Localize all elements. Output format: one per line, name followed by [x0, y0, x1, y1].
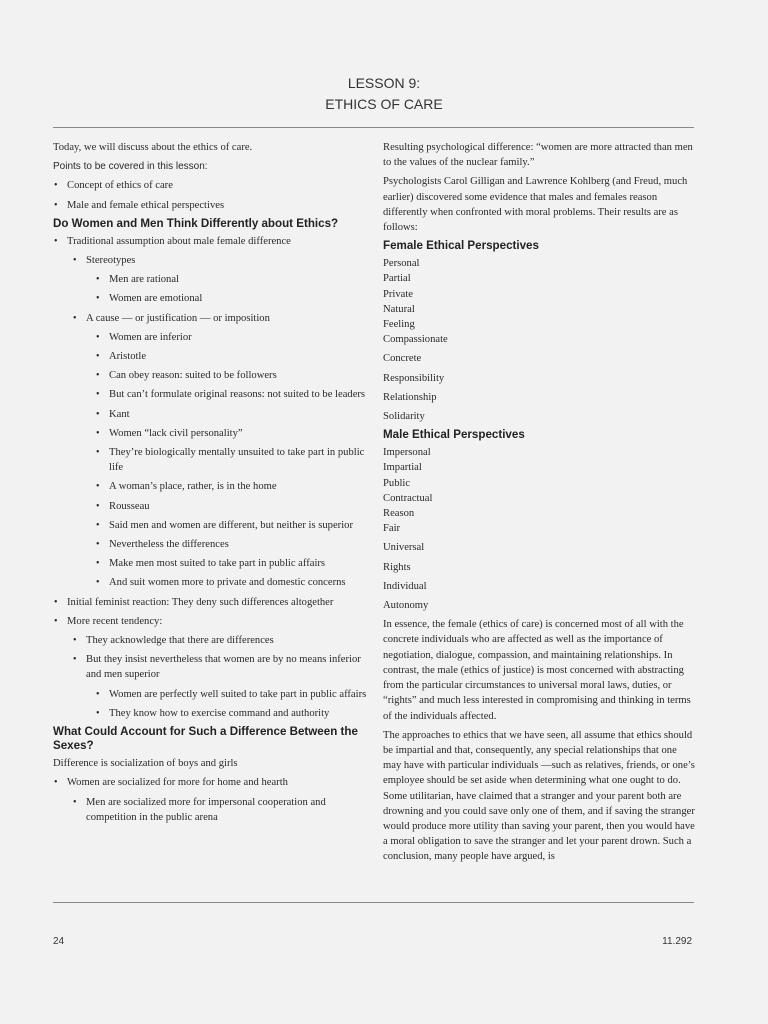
bullet-item-level3: • Said men and women are different, but neither is superior	[109, 518, 373, 533]
perspective-term: Rights	[383, 561, 411, 573]
bullet-item-level2: • They acknowledge that there are differences	[86, 633, 373, 648]
bullet-item-level3: • They’re biologically mentally unsuited to take part in public life	[109, 445, 373, 475]
female-perspectives-list	[383, 256, 695, 424]
section2-lead: Difference is socialization of boys and girls	[53, 758, 238, 770]
bullet-item-level2: • Men are socialized more for impersonal cooperation and competition in the public arena	[86, 795, 373, 825]
bullet-item-level1: • Traditional assumption about male female difference	[67, 234, 373, 249]
bullet-item-level1: • More recent tendency:	[67, 614, 373, 629]
male-perspectives-heading: Male Ethical Perspectives	[383, 428, 525, 442]
paragraph-psych-difference: Resulting psychological difference: “women are more attracted than men to the values of the nuclear family.”	[383, 142, 693, 169]
top-rule	[53, 127, 694, 128]
paragraph-gilligan-kohlberg: Psychologists Carol Gilligan and Lawrence Kohlberg (and Freud, much earlier) discovered some evidence that males and females reason differently when confronted with moral problems. Their results are as follows:	[383, 176, 688, 234]
bullet-item-level3: • Make men most suited to take part in public affairs	[109, 556, 373, 571]
perspective-term: Relationship	[383, 391, 437, 403]
male-perspectives-list	[383, 445, 695, 613]
bullet-item-level3: • Aristotle	[109, 349, 373, 364]
page-title: ETHICS OF CARE	[325, 96, 443, 112]
point-item: • Male and female ethical perspectives	[67, 198, 373, 213]
perspective-term: Feeling	[383, 319, 415, 331]
bullet-item-level3: • A woman’s place, rather, is in the home	[109, 479, 373, 494]
bullet-item-level3: • Women are emotional	[109, 291, 373, 306]
bullet-item-level2: • Stereotypes	[86, 253, 373, 268]
perspective-term: Responsibility	[383, 372, 445, 384]
points-heading: Points to be covered in this lesson:	[53, 161, 208, 173]
perspective-term: Reason	[383, 508, 415, 520]
right-column	[383, 140, 695, 869]
paragraph-approaches: The approaches to ethics that we have seen, all assume that ethics should be impartial and that, consequently, any special relationships that one may have with particular individuals —such as relatives, friends, or one’s employee should be set aside when determining what one ought to do. Some utilitarian, have claimed that a stranger and your parent both are drowning and you could save only one of them, and if saving the stranger would produce more utility than saving your parent, then you would have a moral obligation to save the stranger and let your parent drown. Such a conclusion, many people have argued, is	[383, 729, 695, 863]
perspective-term: Fair	[383, 523, 401, 535]
perspective-term: Impersonal	[383, 447, 431, 459]
perspective-term: Individual	[383, 580, 427, 592]
bullet-item-level3: • Women are inferior	[109, 330, 373, 345]
bullet-item-level3: • Men are rational	[109, 272, 373, 287]
bullet-item-level3: • They know how to exercise command and authority	[109, 706, 373, 721]
bullet-item-level3: • Rousseau	[109, 499, 373, 514]
bullet-item-level3: • Women are perfectly well suited to take part in public affairs	[109, 687, 373, 702]
bullet-item-level3: • Kant	[109, 407, 373, 422]
lesson-number: LESSON 9:	[347, 75, 421, 91]
section-heading-differences: Do Women and Men Think Differently about Ethics?	[53, 216, 339, 230]
perspective-term: Natural	[383, 303, 415, 315]
bullet-item-level3: • But can’t formulate original reasons: not suited to be leaders	[109, 387, 373, 402]
bullet-item-level3: • Women “lack civil personality”	[109, 426, 373, 441]
bullet-item-level3: • Can obey reason: suited to be followers	[109, 368, 373, 383]
section1-list	[53, 234, 373, 721]
bullet-item-level2: • A cause — or justification — or imposition	[86, 311, 373, 326]
bullet-item-level2: • But they insist nevertheless that women are by no means inferior and men superior	[86, 652, 373, 682]
bullet-item-level1: • Women are socialized for more for home and hearth	[67, 775, 373, 790]
perspective-term: Personal	[383, 258, 420, 270]
paragraph-in-essence: In essence, the female (ethics of care) is concerned most of all with the concrete individuals who are affected as well as the importance of negotiation, dialogue, compassion, and maintaining relationships. In contrast, the male (ethics of justice) is most concerned with abstracting from the particular circumstances to universal moral laws, duties, or “rights” and much less interested in compromising and thinking in terms of the individuals affected.	[383, 619, 691, 722]
page-number: 24	[53, 936, 65, 947]
bottom-rule	[53, 902, 694, 903]
perspective-term: Compassionate	[383, 334, 448, 346]
perspective-term: Universal	[383, 542, 425, 554]
left-column	[53, 140, 373, 829]
section2-list	[53, 775, 373, 825]
perspective-term: Concrete	[383, 353, 422, 365]
perspective-term: Private	[383, 288, 414, 300]
bullet-item-level1: • Initial feminist reaction: They deny such differences altogether	[67, 595, 373, 610]
point-item: • Concept of ethics of care	[67, 178, 373, 193]
perspective-term: Contractual	[383, 492, 433, 504]
section-heading-account: What Could Account for Such a Difference Between the Sexes?	[53, 725, 358, 753]
perspective-term: Partial	[383, 273, 411, 285]
perspective-term: Public	[383, 477, 411, 489]
course-code: 11.292	[662, 936, 692, 947]
bullet-item-level3: • And suit women more to private and domestic concerns	[109, 575, 373, 590]
perspective-term: Autonomy	[383, 600, 429, 612]
perspective-term: Impartial	[383, 462, 422, 474]
intro-text: Today, we will discuss about the ethics of care.	[53, 142, 253, 153]
female-perspectives-heading: Female Ethical Perspectives	[383, 239, 539, 253]
bullet-item-level3: • Nevertheless the differences	[109, 537, 373, 552]
perspective-term: Solidarity	[383, 411, 425, 423]
